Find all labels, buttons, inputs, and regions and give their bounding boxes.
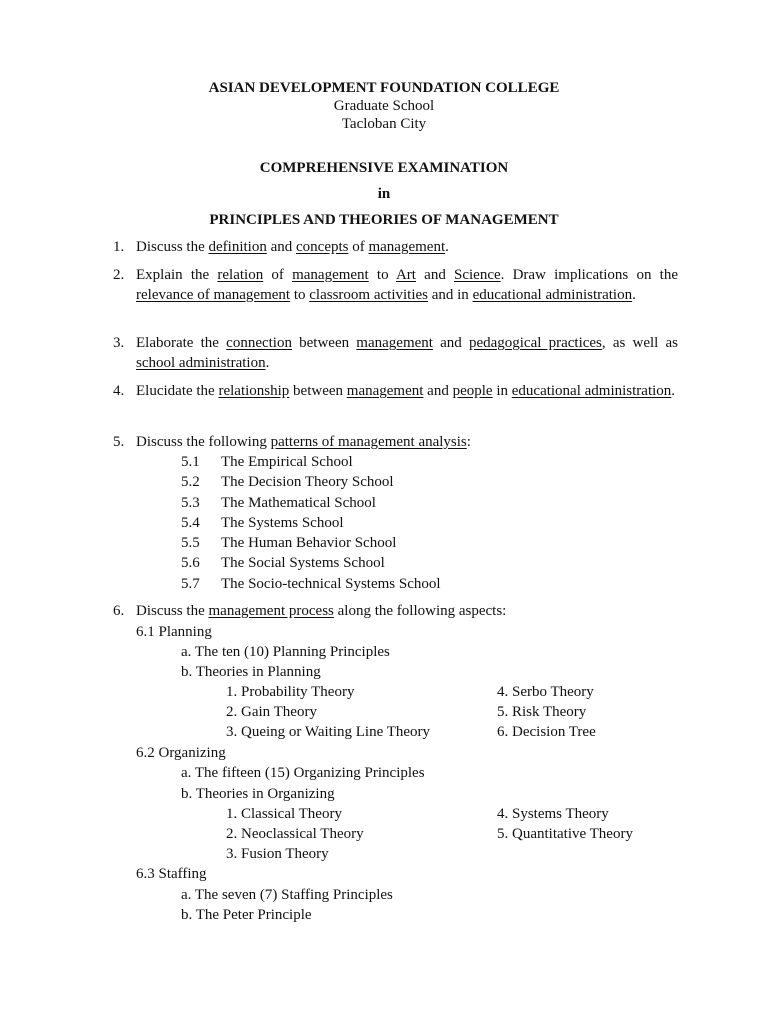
question-1: Discuss the definition and concepts of management.: [136, 239, 449, 255]
list-item-number: 5.1: [181, 454, 200, 470]
list-item-number: 5.7: [181, 576, 200, 592]
list-item-number: 5.6: [181, 555, 200, 571]
city-name: Tacloban City: [341, 116, 427, 132]
list-item: The Empirical School: [221, 454, 353, 470]
list-item-number: 5.5: [181, 535, 200, 551]
school-name: Graduate School: [333, 98, 435, 114]
question-3: Elaborate the connection between management and pedagogical practices, as well as school administration.: [136, 335, 678, 371]
list-item: The Systems School: [221, 515, 344, 531]
organizing-heading: 6.2 Organizing: [136, 745, 226, 761]
question-5: Discuss the following patterns of management analysis:: [136, 434, 471, 450]
list-item-number: 5.2: [181, 474, 200, 490]
question-6-number: 6.: [113, 603, 125, 619]
planning-theories-heading: b. Theories in Planning: [181, 664, 321, 680]
theory-item: 3. Queing or Waiting Line Theory: [226, 724, 431, 740]
theory-item: 2. Gain Theory: [226, 704, 317, 720]
list-item: The Socio-technical Systems School: [221, 576, 441, 592]
question-3-number: 3.: [113, 335, 125, 351]
institution-name: ASIAN DEVELOPMENT FOUNDATION COLLEGE: [208, 80, 560, 96]
list-item-number: 5.4: [181, 515, 200, 531]
exam-in: in: [377, 186, 391, 202]
question-1-number: 1.: [113, 239, 125, 255]
planning-heading: 6.1 Planning: [136, 624, 212, 640]
organizing-principles: a. The fifteen (15) Organizing Principles: [181, 765, 425, 781]
peter-principle: b. The Peter Principle: [181, 907, 312, 923]
theory-item: 5. Quantitative Theory: [497, 826, 633, 842]
theory-item: 3. Fusion Theory: [226, 846, 329, 862]
theory-item: 1. Classical Theory: [226, 806, 342, 822]
theory-item: 4. Systems Theory: [497, 806, 609, 822]
staffing-principles: a. The seven (7) Staffing Principles: [181, 887, 393, 903]
theory-item: 1. Probability Theory: [226, 684, 355, 700]
theory-item: 5. Risk Theory: [497, 704, 587, 720]
list-item: The Decision Theory School: [221, 474, 394, 490]
question-4: Elucidate the relationship between management and people in educational administration.: [136, 383, 676, 399]
theory-item: 6. Decision Tree: [497, 724, 596, 740]
list-item: The Mathematical School: [221, 495, 376, 511]
theory-item: 4. Serbo Theory: [497, 684, 594, 700]
question-2-number: 2.: [113, 267, 125, 283]
staffing-heading: 6.3 Staffing: [136, 866, 207, 882]
organizing-theories-heading: b. Theories in Organizing: [181, 786, 335, 802]
question-6: Discuss the management process along the following aspects:: [136, 603, 507, 619]
list-item: The Human Behavior School: [221, 535, 397, 551]
planning-principles: a. The ten (10) Planning Principles: [181, 644, 390, 660]
exam-subject: PRINCIPLES AND THEORIES OF MANAGEMENT: [209, 212, 559, 228]
question-2: Explain the relation of management to Art and Science. Draw implications on the relevance of management to classroom activities and in educational administration.: [136, 267, 678, 303]
exam-title: COMPREHENSIVE EXAMINATION: [259, 160, 509, 176]
question-4-number: 4.: [113, 383, 125, 399]
question-5-number: 5.: [113, 434, 125, 450]
theory-item: 2. Neoclassical Theory: [226, 826, 364, 842]
list-item: The Social Systems School: [221, 555, 385, 571]
list-item-number: 5.3: [181, 495, 200, 511]
